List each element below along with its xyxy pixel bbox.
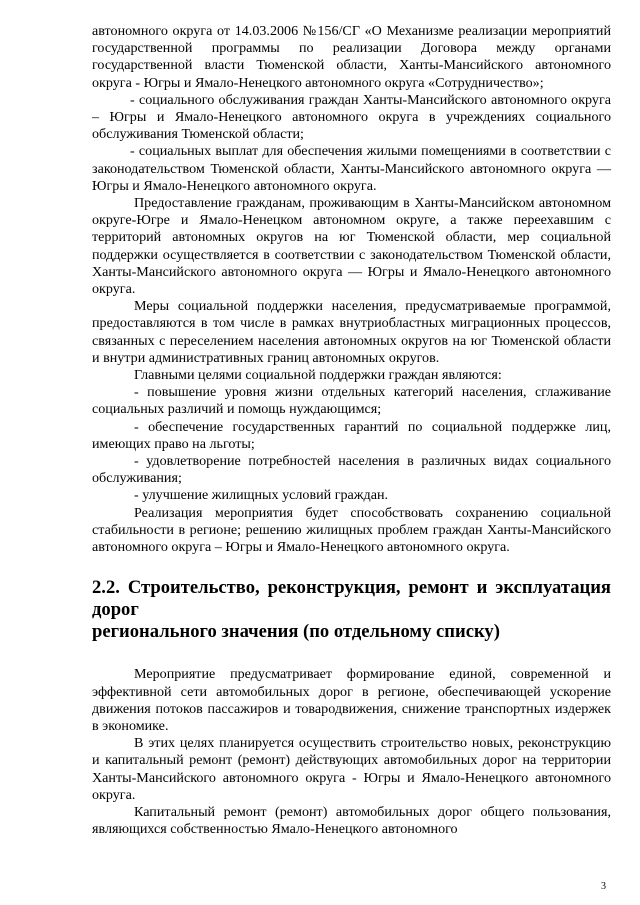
section-heading bbox=[92, 577, 611, 643]
paragraph-road-network: Мероприятие предусматривает формирование единой, современной и эффективной сети автомобильных дорог в регионе, обеспечивающей ускорение движения потоков пассажиров и товародвижения, снижение транспортных издержек в экономике. bbox=[92, 666, 611, 734]
list-item-goal-living-standards: - повышение уровня жизни отдельных категорий населения, сглаживание социальных различий и помощь нуждающимся; bbox=[92, 384, 611, 418]
paragraph-migration-support: Меры социальной поддержки населения, предусматриваемые программой, предоставляются в том числе в рамках внутриобластных миграционных процессов, связанных с переселением населения автономных округов на юг Тюменской области и внутри административных границ автономных округов. bbox=[92, 298, 611, 366]
list-item-goal-guarantees: - обеспечение государственных гарантий по социальной поддержке лиц, имеющих право на льготы; bbox=[92, 418, 611, 452]
paragraph-implementation-result: Реализация мероприятия будет способствовать сохранению социальной стабильности в регионе; решению жилищных проблем граждан Ханты-Мансийского автономного округа – Югры и Ямало-Ненецкого автономного округа. bbox=[92, 504, 611, 556]
section-heading-line-2: регионального значения (по отдельному списку) bbox=[92, 621, 500, 643]
document-body bbox=[92, 23, 611, 838]
list-item-social-service: - социального обслуживания граждан Ханты-Мансийского автономного округа – Югры и Ямало-Ненецкого автономного округа в учреждениях социального обслуживания Тюменской области; bbox=[92, 91, 611, 143]
paragraph-social-support-provision: Предоставление гражданам, проживающим в Ханты-Мансийском автономном округе-Югре и Ямало-Ненецком автономном округе, а также переехавшим с территорий автономных округов на юг Тюменской области, мер социальной поддержки осуществляется в соответствии с законодательством Тюменской области, Ханты-Мансийского автономного округа — Югры и Ямало-Ненецкого автономного округа. bbox=[92, 195, 611, 298]
paragraph-road-repair: Капитальный ремонт (ремонт) автомобильных дорог общего пользования, являющихся собственностью Ямало-Ненецкого автономного bbox=[92, 803, 611, 838]
paragraph-road-construction: В этих целях планируется осуществить строительство новых, реконструкцию и капитальный ремонт (ремонт) действующих автомобильных дорог на территории Ханты-Мансийского автономного округа - Югры и Ямало-Ненецкого автономного округа. bbox=[92, 735, 611, 803]
paragraph-main-goals-intro: Главными целями социальной поддержки граждан являются: bbox=[134, 367, 502, 384]
paragraph-decree-reference: автономного округа от 14.03.2006 №156/СГ «О Механизме реализации мероприятий государственной программы по реализации Договора между органами государственной власти Тюменской области, Ханты-Мансийского автономного округа - Югры и Ямало-Ненецкого автономного округа «Сотрудничество»; bbox=[92, 23, 611, 91]
page-number: 3 bbox=[601, 881, 606, 892]
list-item-goal-needs: - удовлетворение потребностей населения в различных видах социального обслуживания; bbox=[92, 453, 611, 487]
list-item-housing-payments: - социальных выплат для обеспечения жилыми помещениями в соответствии с законодательством Тюменской области, Ханты-Мансийского автономного округа — Югры и Ямало-Ненецкого автономного округа. bbox=[92, 143, 611, 194]
section-heading-line-1: 2.2. Строительство, реконструкция, ремонт и эксплуатация дорог bbox=[92, 577, 611, 621]
list-item-goal-housing: - улучшение жилищных условий граждан. bbox=[134, 487, 389, 504]
